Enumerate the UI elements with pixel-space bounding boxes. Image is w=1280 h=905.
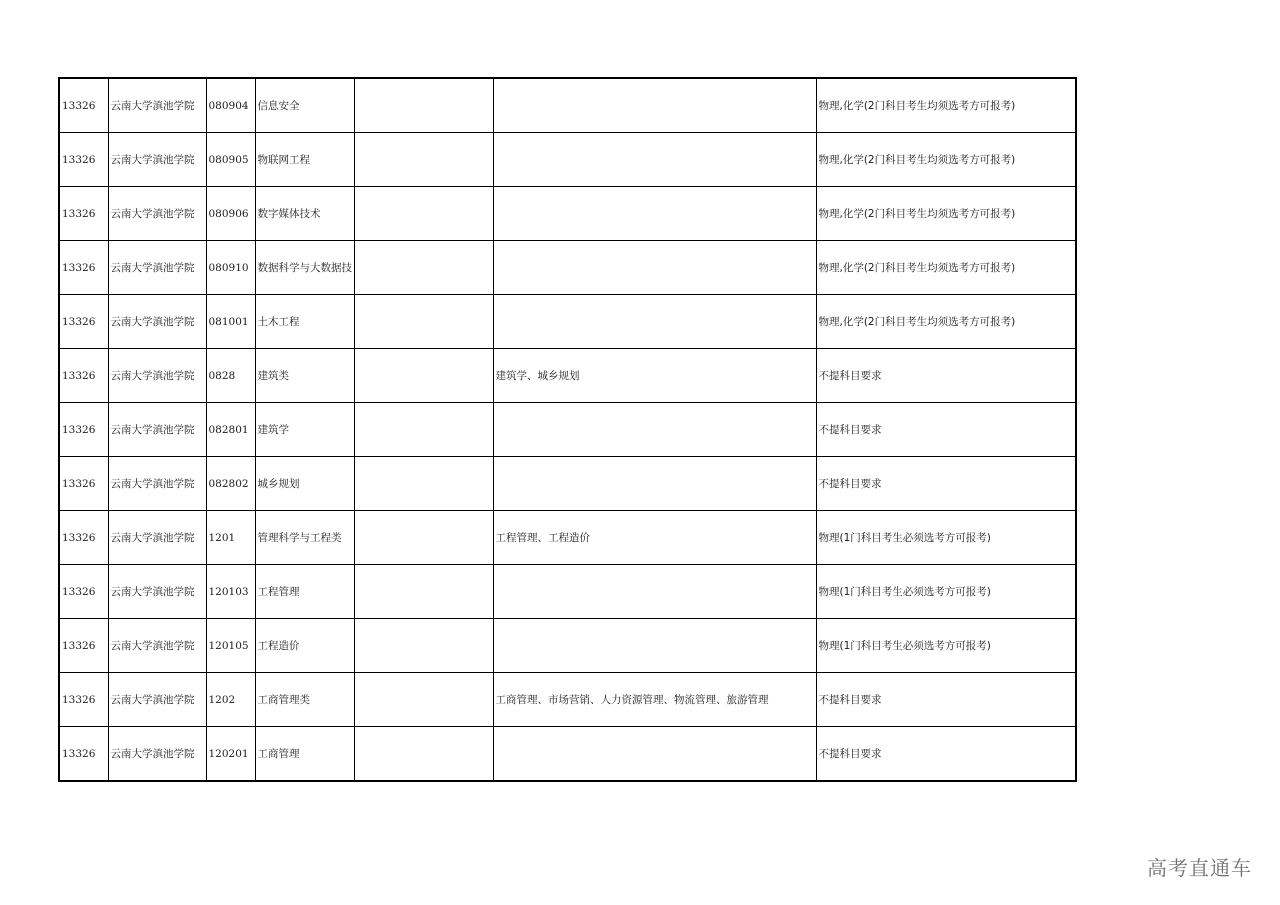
major-name-cell: 数字媒体技术	[255, 187, 354, 241]
institution-name-cell: 云南大学滇池学院	[108, 673, 206, 727]
included-majors-cell	[493, 241, 816, 295]
major-code-cell: 080910	[206, 241, 255, 295]
major-code-cell: 1201	[206, 511, 255, 565]
institution-code-cell: 13326	[59, 133, 108, 187]
table-row	[59, 727, 1076, 782]
major-name-cell: 建筑类	[255, 349, 354, 403]
major-name-cell: 物联网工程	[255, 133, 354, 187]
table-row	[59, 457, 1076, 511]
included-majors-cell	[493, 457, 816, 511]
table-row	[59, 565, 1076, 619]
table-row	[59, 295, 1076, 349]
major-code-cell: 120105	[206, 619, 255, 673]
included-majors-cell	[493, 187, 816, 241]
major-name-cell: 信息安全	[255, 78, 354, 133]
major-code-cell: 081001	[206, 295, 255, 349]
empty-cell	[354, 457, 493, 511]
major-name-cell: 管理科学与工程类	[255, 511, 354, 565]
institution-name-cell: 云南大学滇池学院	[108, 187, 206, 241]
major-name-cell: 工程造价	[255, 619, 354, 673]
institution-code-cell: 13326	[59, 403, 108, 457]
subject-requirement-cell: 不提科目要求	[816, 457, 1076, 511]
institution-name-cell: 云南大学滇池学院	[108, 78, 206, 133]
institution-code-cell: 13326	[59, 727, 108, 782]
included-majors-cell: 建筑学、城乡规划	[493, 349, 816, 403]
institution-code-cell: 13326	[59, 295, 108, 349]
major-code-cell: 1202	[206, 673, 255, 727]
included-majors-cell	[493, 727, 816, 782]
institution-code-cell: 13326	[59, 349, 108, 403]
included-majors-cell	[493, 565, 816, 619]
major-code-cell: 082801	[206, 403, 255, 457]
major-name-cell: 土木工程	[255, 295, 354, 349]
table-row	[59, 187, 1076, 241]
institution-name-cell: 云南大学滇池学院	[108, 403, 206, 457]
empty-cell	[354, 187, 493, 241]
institution-code-cell: 13326	[59, 187, 108, 241]
included-majors-cell	[493, 403, 816, 457]
major-name-cell: 数据科学与大数据技	[255, 241, 354, 295]
table-row	[59, 403, 1076, 457]
major-name-cell: 工商管理	[255, 727, 354, 782]
enrollment-table	[58, 77, 1077, 782]
empty-cell	[354, 295, 493, 349]
institution-name-cell: 云南大学滇池学院	[108, 727, 206, 782]
major-code-cell: 0828	[206, 349, 255, 403]
major-code-cell: 080904	[206, 78, 255, 133]
subject-requirement-cell: 物理,化学(2门科目考生均须选考方可报考)	[816, 78, 1076, 133]
subject-requirement-cell: 不提科目要求	[816, 673, 1076, 727]
major-name-cell: 建筑学	[255, 403, 354, 457]
institution-code-cell: 13326	[59, 241, 108, 295]
empty-cell	[354, 241, 493, 295]
subject-requirement-cell: 不提科目要求	[816, 727, 1076, 782]
subject-requirement-cell: 不提科目要求	[816, 349, 1076, 403]
table-row	[59, 673, 1076, 727]
table-body	[59, 78, 1076, 781]
empty-cell	[354, 727, 493, 782]
institution-name-cell: 云南大学滇池学院	[108, 619, 206, 673]
subject-requirement-cell: 物理,化学(2门科目考生均须选考方可报考)	[816, 187, 1076, 241]
institution-name-cell: 云南大学滇池学院	[108, 349, 206, 403]
institution-name-cell: 云南大学滇池学院	[108, 295, 206, 349]
included-majors-cell: 工商管理、市场营销、人力资源管理、物流管理、旅游管理	[493, 673, 816, 727]
institution-name-cell: 云南大学滇池学院	[108, 241, 206, 295]
institution-code-cell: 13326	[59, 673, 108, 727]
empty-cell	[354, 133, 493, 187]
subject-requirement-cell: 物理(1门科目考生必须选考方可报考)	[816, 565, 1076, 619]
watermark-text: 高考直通车	[1147, 856, 1252, 880]
table-row	[59, 78, 1076, 133]
empty-cell	[354, 673, 493, 727]
major-code-cell: 082802	[206, 457, 255, 511]
included-majors-cell	[493, 619, 816, 673]
included-majors-cell	[493, 295, 816, 349]
empty-cell	[354, 511, 493, 565]
subject-requirement-cell: 物理(1门科目考生必须选考方可报考)	[816, 511, 1076, 565]
institution-code-cell: 13326	[59, 619, 108, 673]
institution-code-cell: 13326	[59, 511, 108, 565]
included-majors-cell	[493, 133, 816, 187]
included-majors-cell	[493, 78, 816, 133]
table-row	[59, 241, 1076, 295]
empty-cell	[354, 349, 493, 403]
institution-name-cell: 云南大学滇池学院	[108, 511, 206, 565]
table-row	[59, 511, 1076, 565]
empty-cell	[354, 619, 493, 673]
subject-requirement-cell: 物理,化学(2门科目考生均须选考方可报考)	[816, 295, 1076, 349]
subject-requirement-cell: 物理,化学(2门科目考生均须选考方可报考)	[816, 241, 1076, 295]
major-code-cell: 120201	[206, 727, 255, 782]
empty-cell	[354, 78, 493, 133]
major-code-cell: 080906	[206, 187, 255, 241]
subject-requirement-cell: 不提科目要求	[816, 403, 1076, 457]
empty-cell	[354, 565, 493, 619]
institution-name-cell: 云南大学滇池学院	[108, 457, 206, 511]
table-row	[59, 133, 1076, 187]
subject-requirement-cell: 物理,化学(2门科目考生均须选考方可报考)	[816, 133, 1076, 187]
empty-cell	[354, 403, 493, 457]
institution-name-cell: 云南大学滇池学院	[108, 565, 206, 619]
major-name-cell: 城乡规划	[255, 457, 354, 511]
table-row	[59, 619, 1076, 673]
institution-name-cell: 云南大学滇池学院	[108, 133, 206, 187]
major-name-cell: 工商管理类	[255, 673, 354, 727]
table-row	[59, 349, 1076, 403]
subject-requirement-cell: 物理(1门科目考生必须选考方可报考)	[816, 619, 1076, 673]
major-name-cell: 工程管理	[255, 565, 354, 619]
institution-code-cell: 13326	[59, 78, 108, 133]
institution-code-cell: 13326	[59, 457, 108, 511]
institution-code-cell: 13326	[59, 565, 108, 619]
major-code-cell: 120103	[206, 565, 255, 619]
major-code-cell: 080905	[206, 133, 255, 187]
included-majors-cell: 工程管理、工程造价	[493, 511, 816, 565]
